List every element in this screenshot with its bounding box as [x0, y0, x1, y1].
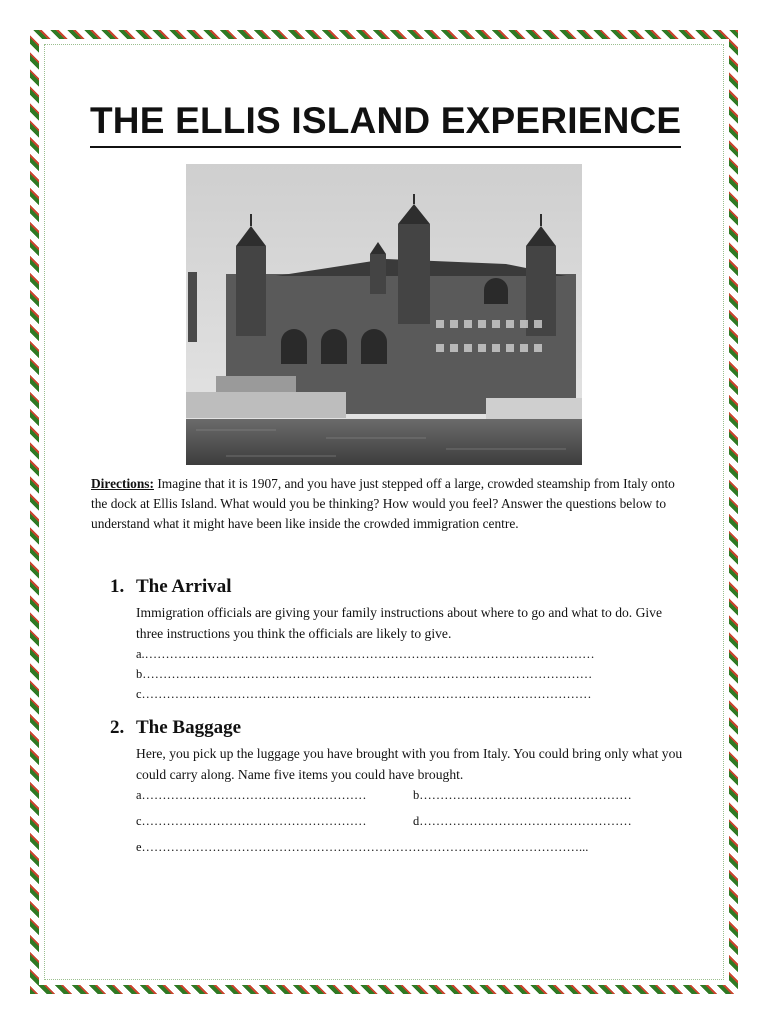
ellis-island-photo — [186, 164, 582, 465]
directions-paragraph — [91, 474, 681, 534]
question-arrival — [110, 575, 685, 704]
page-title: THE ELLIS ISLAND EXPERIENCE — [90, 98, 681, 148]
answer-line-a[interactable]: a.……………………………………………………………………………………………… — [136, 647, 595, 661]
answer-row — [136, 785, 685, 811]
question-number: 2. — [110, 717, 125, 738]
directions-text: Imagine that it is 1907, and you have just stepped off a large, crowded steamship from Italy onto the dock at Ellis Island. What would you be thinking? How would you feel? Answer the questions below to understand what it might have been like inside the crowded immigration centre. — [91, 476, 675, 531]
answer-line-b[interactable]: b…………………………………………… — [413, 788, 632, 802]
question-title: The Baggage — [136, 717, 242, 738]
answer-line-c[interactable]: c……………………………………………… — [136, 814, 367, 828]
question-baggage — [110, 716, 685, 857]
answer-row — [136, 811, 685, 837]
answer-line-b[interactable]: b……………………………………………………………………………………………… — [136, 667, 593, 681]
answer-line-e[interactable]: e……………………………………………………………………………………………... — [136, 840, 589, 854]
question-heading — [110, 575, 685, 599]
answer-line-d[interactable]: d…………………………………………… — [413, 814, 632, 828]
question-prompt: Here, you pick up the luggage you have brought with you from Italy. You could bring only what you could carry along. Name five items you could have brought. — [136, 746, 683, 782]
directions-label: Directions: — [91, 476, 154, 491]
answer-line-a[interactable]: a……………………………………………… — [136, 788, 367, 802]
question-title: The Arrival — [136, 576, 232, 597]
question-heading — [110, 716, 685, 740]
answer-line-c[interactable]: c……………………………………………………………………………………………… — [136, 687, 592, 701]
question-number: 1. — [110, 576, 125, 597]
question-prompt: Immigration officials are giving your family instructions about where to go and what to do. Give three instructions you think the officials are likely to give. — [136, 605, 663, 641]
